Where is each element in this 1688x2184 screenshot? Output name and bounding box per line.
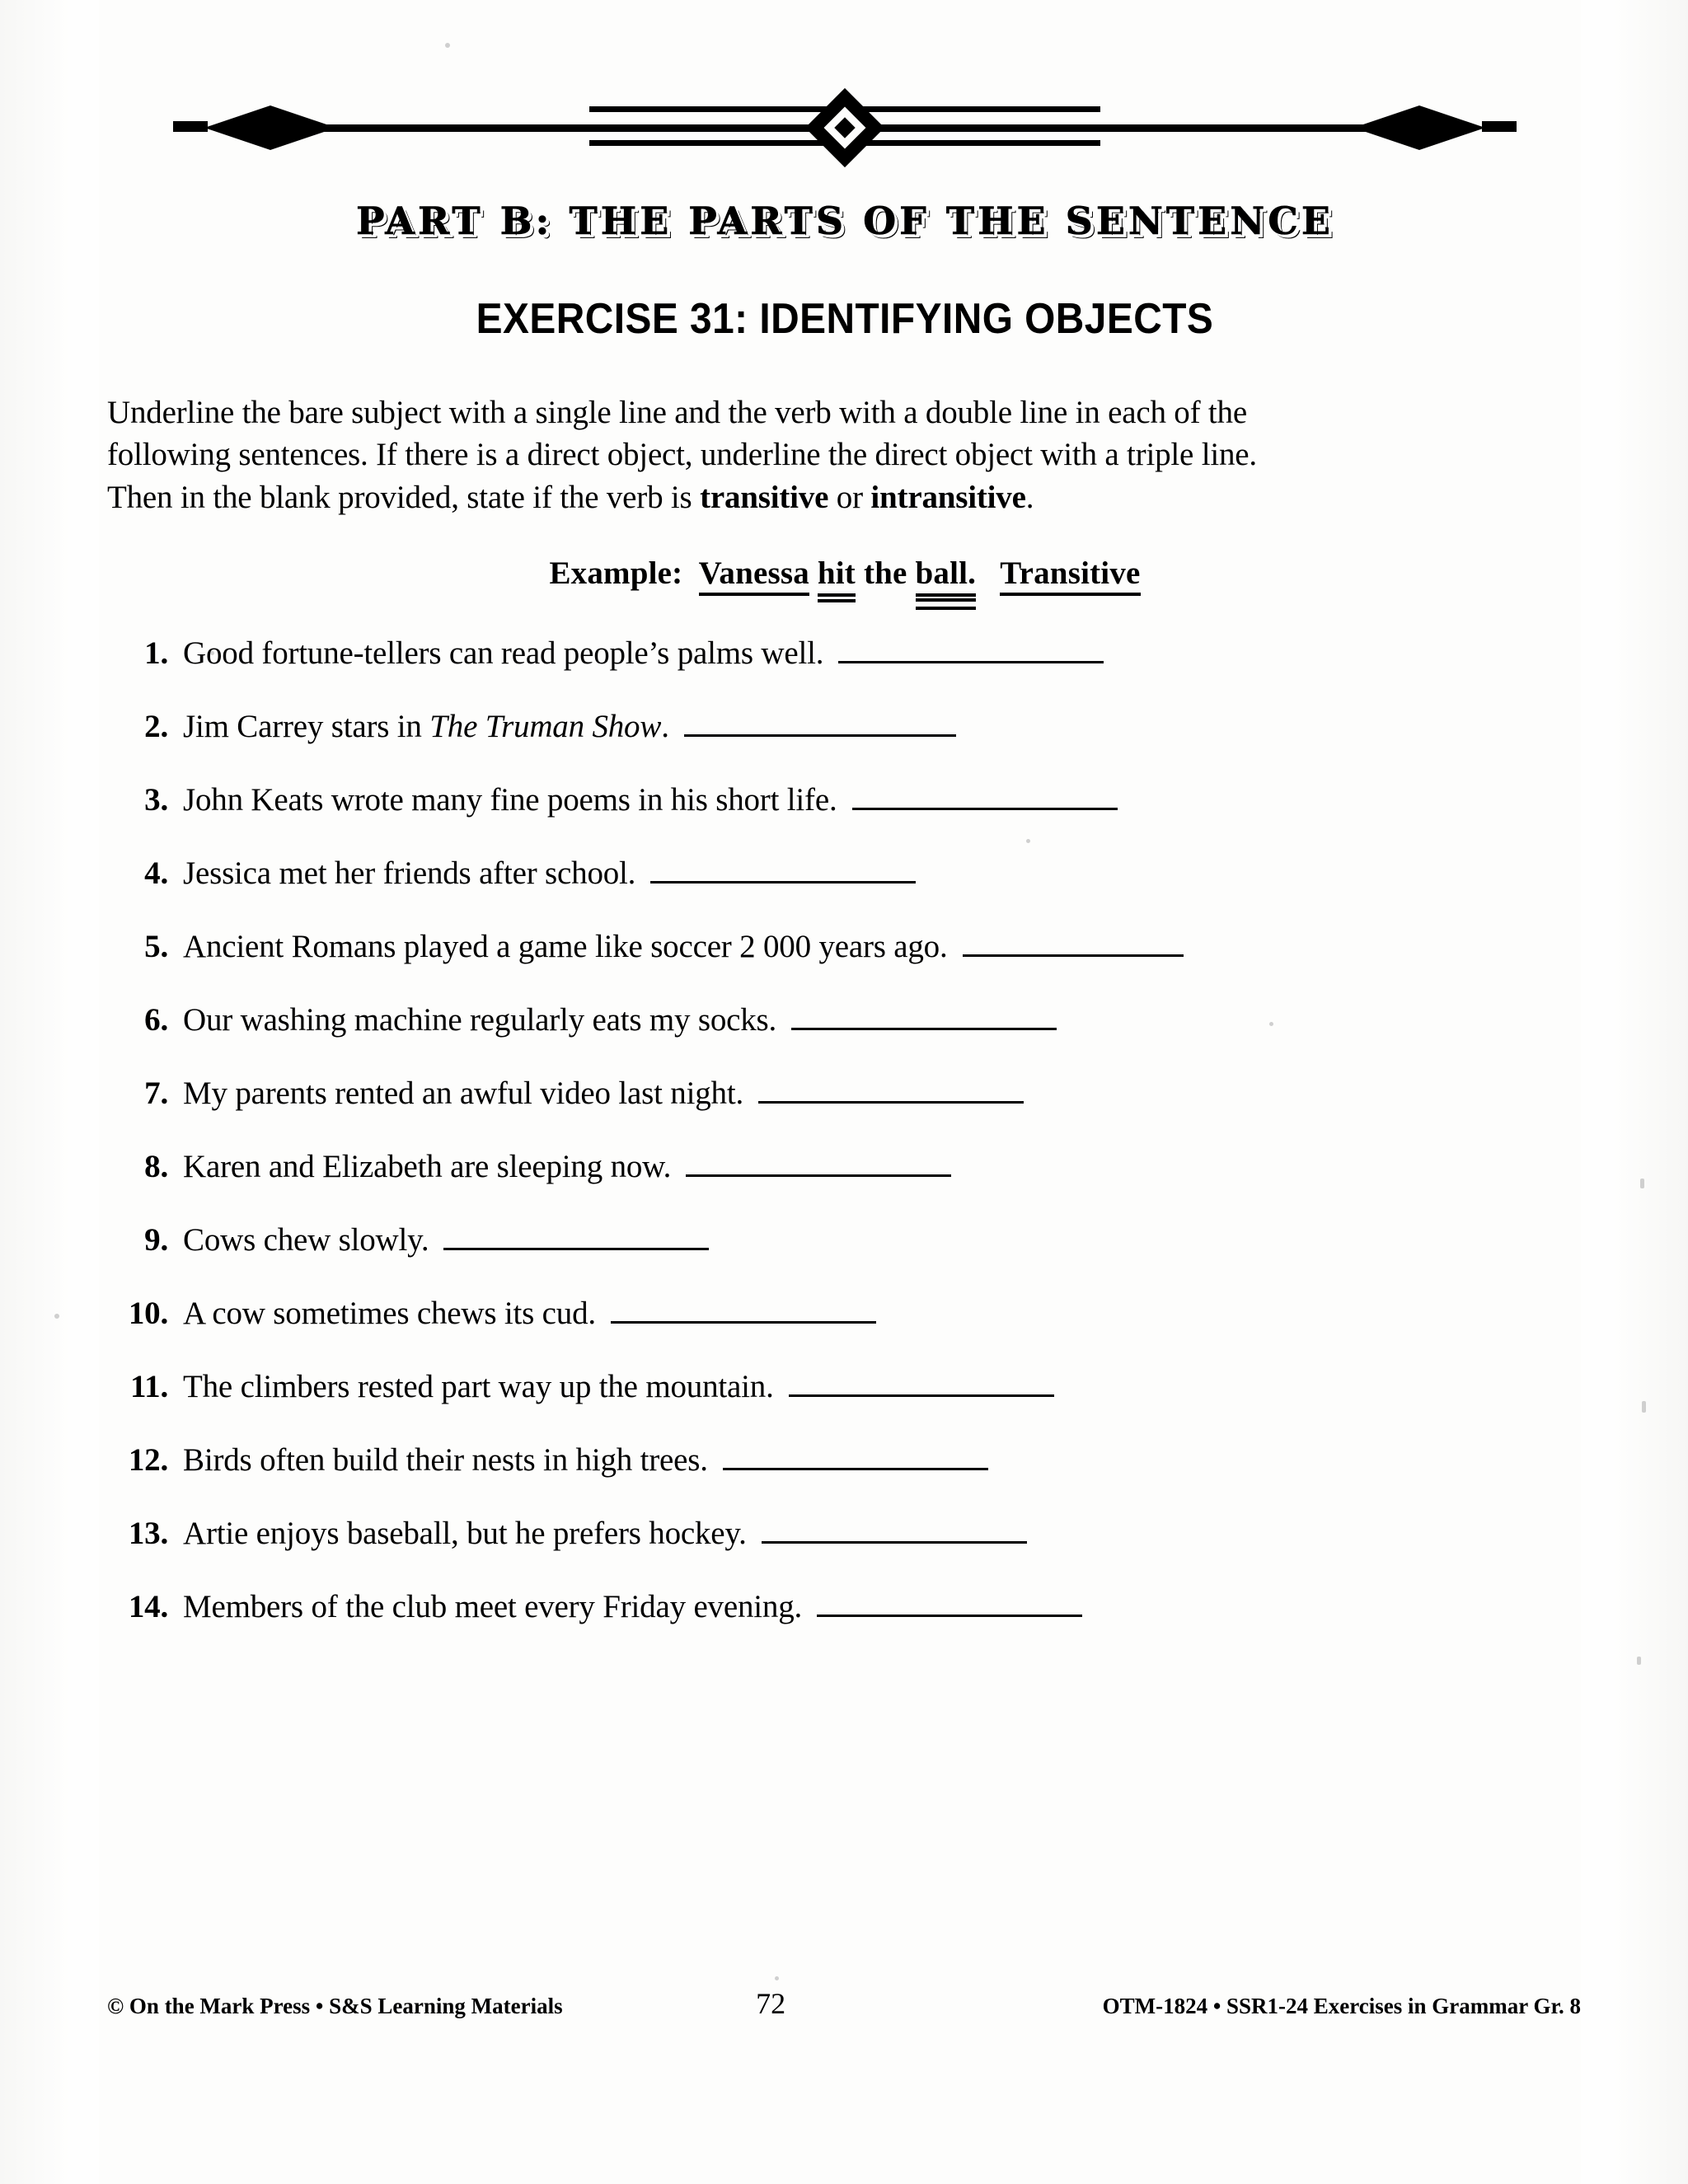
scan-speck (1642, 1401, 1646, 1413)
answer-blank[interactable] (762, 1520, 1027, 1544)
page-footer (107, 1986, 1581, 2021)
question-text: Good fortune-tellers can read people’s palms well. (183, 635, 824, 672)
answer-blank[interactable] (684, 713, 956, 737)
example-verb: hit (818, 555, 856, 597)
example-article: the (863, 555, 907, 592)
ornament-spear-right-b-icon (1353, 105, 1419, 150)
question-row-13 (107, 1515, 1582, 1552)
answer-blank[interactable] (611, 1300, 876, 1324)
question-text-italic-title: The Truman Show (429, 709, 662, 745)
question-row-2 (107, 708, 1582, 745)
question-row-10 (107, 1295, 1582, 1332)
question-row-4 (107, 855, 1582, 892)
question-number: 14. (128, 1589, 168, 1625)
question-row-14 (107, 1588, 1582, 1625)
question-text: Artie enjoys baseball, but he prefers hockey. (183, 1516, 747, 1552)
question-number: 11. (130, 1369, 168, 1405)
answer-blank[interactable] (758, 1080, 1024, 1104)
example-label: Example: (549, 555, 683, 592)
question-row-8 (107, 1148, 1582, 1185)
question-row-11 (107, 1368, 1582, 1405)
scan-speck (54, 1314, 59, 1319)
answer-blank[interactable] (852, 786, 1118, 810)
question-text: The climbers rested part way up the mountain. (183, 1369, 774, 1405)
question-number: 12. (128, 1442, 168, 1479)
question-text: Members of the club meet every Friday evening. (183, 1589, 803, 1625)
footer-product-code: OTM-1824 • SSR1-24 Exercises in Grammar Gr. 8 (1102, 1994, 1581, 2018)
question-row-9 (107, 1221, 1582, 1258)
instructions-line-3-a: Then in the blank provided, state if the verb is (107, 479, 701, 515)
exercise-title: EXERCISE 31: IDENTIFYING OBJECTS (476, 295, 1214, 343)
question-text: John Keats wrote many fine poems in his short life. (183, 782, 837, 818)
question-row-5 (107, 928, 1582, 965)
example-answer: Transitive (1000, 555, 1140, 596)
ornament-tip-right-icon (1482, 121, 1517, 132)
question-text: Birds often build their nests in high trees. (183, 1442, 708, 1479)
example-direct-object: ball. (916, 555, 977, 597)
question-text: Ancient Romans played a game like soccer 2 000 years ago. (183, 929, 948, 965)
answer-blank[interactable] (723, 1446, 988, 1470)
instructions-line-3-c: . (1025, 479, 1034, 515)
part-heading: PART B: THE PARTS OF THE SENTENCE (356, 199, 1334, 243)
question-row-7 (107, 1075, 1582, 1112)
instructions-term-transitive: transitive (700, 479, 829, 515)
ornament-divider (107, 78, 1582, 177)
instructions-line-3-b: or (828, 479, 871, 515)
question-row-3 (107, 781, 1582, 818)
scan-speck (1640, 1179, 1644, 1188)
question-number: 1. (144, 635, 168, 672)
example-line (107, 555, 1582, 597)
question-text: My parents rented an awful video last night. (183, 1076, 744, 1112)
question-number: 8. (144, 1149, 168, 1185)
question-row-1 (107, 635, 1582, 672)
answer-blank[interactable] (817, 1593, 1082, 1617)
question-list (107, 635, 1582, 1625)
question-text-pre: Jim Carrey stars in (183, 709, 430, 745)
question-number: 13. (128, 1516, 168, 1552)
question-number: 5. (144, 929, 168, 965)
question-number: 6. (144, 1002, 168, 1038)
answer-blank[interactable] (686, 1153, 951, 1177)
answer-blank[interactable] (443, 1226, 709, 1250)
instructions-paragraph (107, 391, 1582, 518)
question-number: 4. (144, 855, 168, 892)
answer-blank[interactable] (791, 1006, 1057, 1030)
page-content (107, 0, 1582, 1661)
question-text: Our washing machine regularly eats my socks. (183, 1002, 777, 1038)
footer-copyright: © On the Mark Press • S&S Learning Materials (107, 1994, 563, 2018)
scan-speck (1637, 1657, 1641, 1665)
instructions-line-1: Underline the bare subject with a single line and the verb with a double line in each of the (107, 395, 1247, 430)
answer-blank[interactable] (838, 640, 1104, 663)
page-number: 72 (756, 1987, 786, 2020)
question-text: Karen and Elizabeth are sleeping now. (183, 1149, 672, 1185)
instructions-term-intransitive: intransitive (870, 479, 1026, 515)
question-number: 7. (144, 1076, 168, 1112)
question-row-6 (107, 1001, 1582, 1038)
question-row-12 (107, 1441, 1582, 1479)
example-subject: Vanessa (699, 555, 809, 596)
scan-speck (775, 1976, 779, 1980)
ornament-tip-left-icon (173, 121, 208, 132)
question-number: 10. (128, 1296, 168, 1332)
question-text: Jessica met her friends after school. (183, 855, 636, 892)
question-text (183, 708, 669, 745)
scan-edge-right (1581, 0, 1688, 2184)
question-text-post: . (661, 709, 669, 745)
question-number: 3. (144, 782, 168, 818)
answer-blank[interactable] (650, 860, 916, 883)
scan-edge-left (0, 0, 99, 2184)
answer-blank[interactable] (789, 1373, 1054, 1397)
question-number: 9. (144, 1222, 168, 1258)
question-number: 2. (144, 709, 168, 745)
answer-blank[interactable] (963, 933, 1184, 957)
question-text: A cow sometimes chews its cud. (183, 1296, 596, 1332)
question-text: Cows chew slowly. (183, 1222, 429, 1258)
ornament-spear-right-a-icon (1419, 105, 1485, 150)
instructions-line-2: following sentences. If there is a direct object, underline the direct object with a triple line. (107, 437, 1257, 473)
